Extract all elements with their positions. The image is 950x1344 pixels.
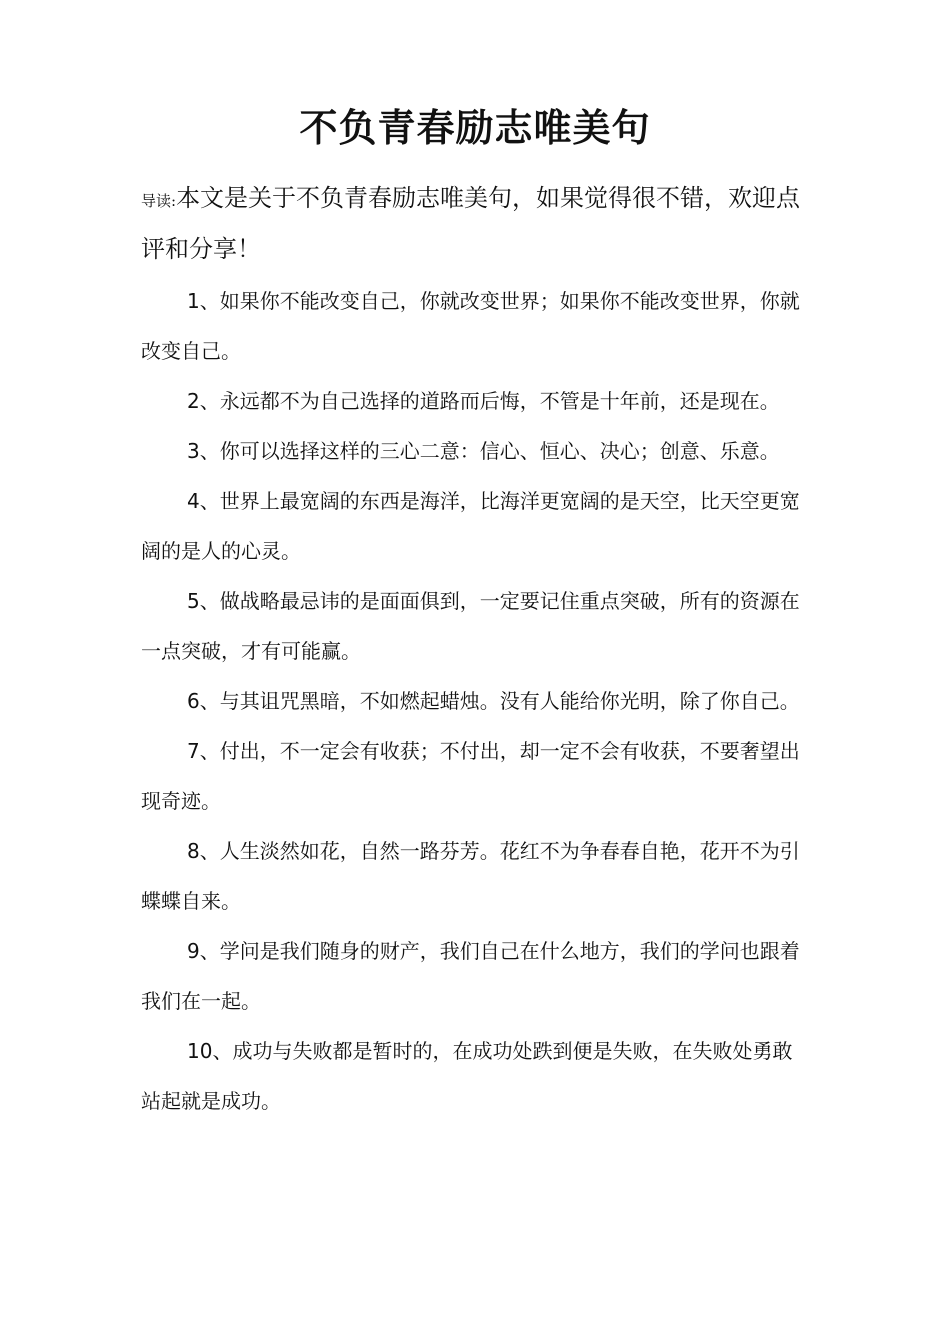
quote-item: 3、你可以选择这样的三心二意：信心、恒心、决心；创意、乐意。 [187, 439, 780, 463]
quote-list [141, 276, 811, 1126]
document-title: 不负青春励志唯美句 [299, 106, 651, 150]
quote-item: 4、世界上最宽阔的东西是海洋，比海洋更宽阔的是天空，比天空更宽阔的是人的心灵。 [141, 489, 800, 563]
quote-item: 9、学问是我们随身的财产，我们自己在什么地方，我们的学问也跟着我们在一起。 [141, 939, 800, 1013]
quote-item: 5、做战略最忌讳的是面面俱到，一定要记住重点突破，所有的资源在一点突破，才有可能赢。 [141, 589, 800, 663]
quote-item: 2、永远都不为自己选择的道路而后悔，不管是十年前，还是现在。 [187, 389, 780, 413]
intro-label: 导读: [141, 192, 177, 210]
intro-paragraph [141, 174, 811, 273]
quote-item: 6、与其诅咒黑暗，不如燃起蜡烛。没有人能给你光明，除了你自己。 [187, 689, 800, 713]
quote-item: 10、成功与失败都是暂时的，在成功处跌到便是失败，在失败处勇敢站起就是成功。 [141, 1039, 793, 1113]
quote-item: 7、付出，不一定会有收获；不付出，却一定不会有收获，不要奢望出现奇迹。 [141, 739, 800, 813]
quote-item: 8、人生淡然如花，自然一路芬芳。花红不为争春春自艳，花开不为引蝶蝶自来。 [141, 839, 800, 913]
intro-text: 本文是关于不负青春励志唯美句，如果觉得很不错，欢迎点评和分享！ [141, 184, 801, 263]
quote-item: 1、如果你不能改变自己，你就改变世界；如果你不能改变世界，你就改变自己。 [141, 289, 800, 363]
